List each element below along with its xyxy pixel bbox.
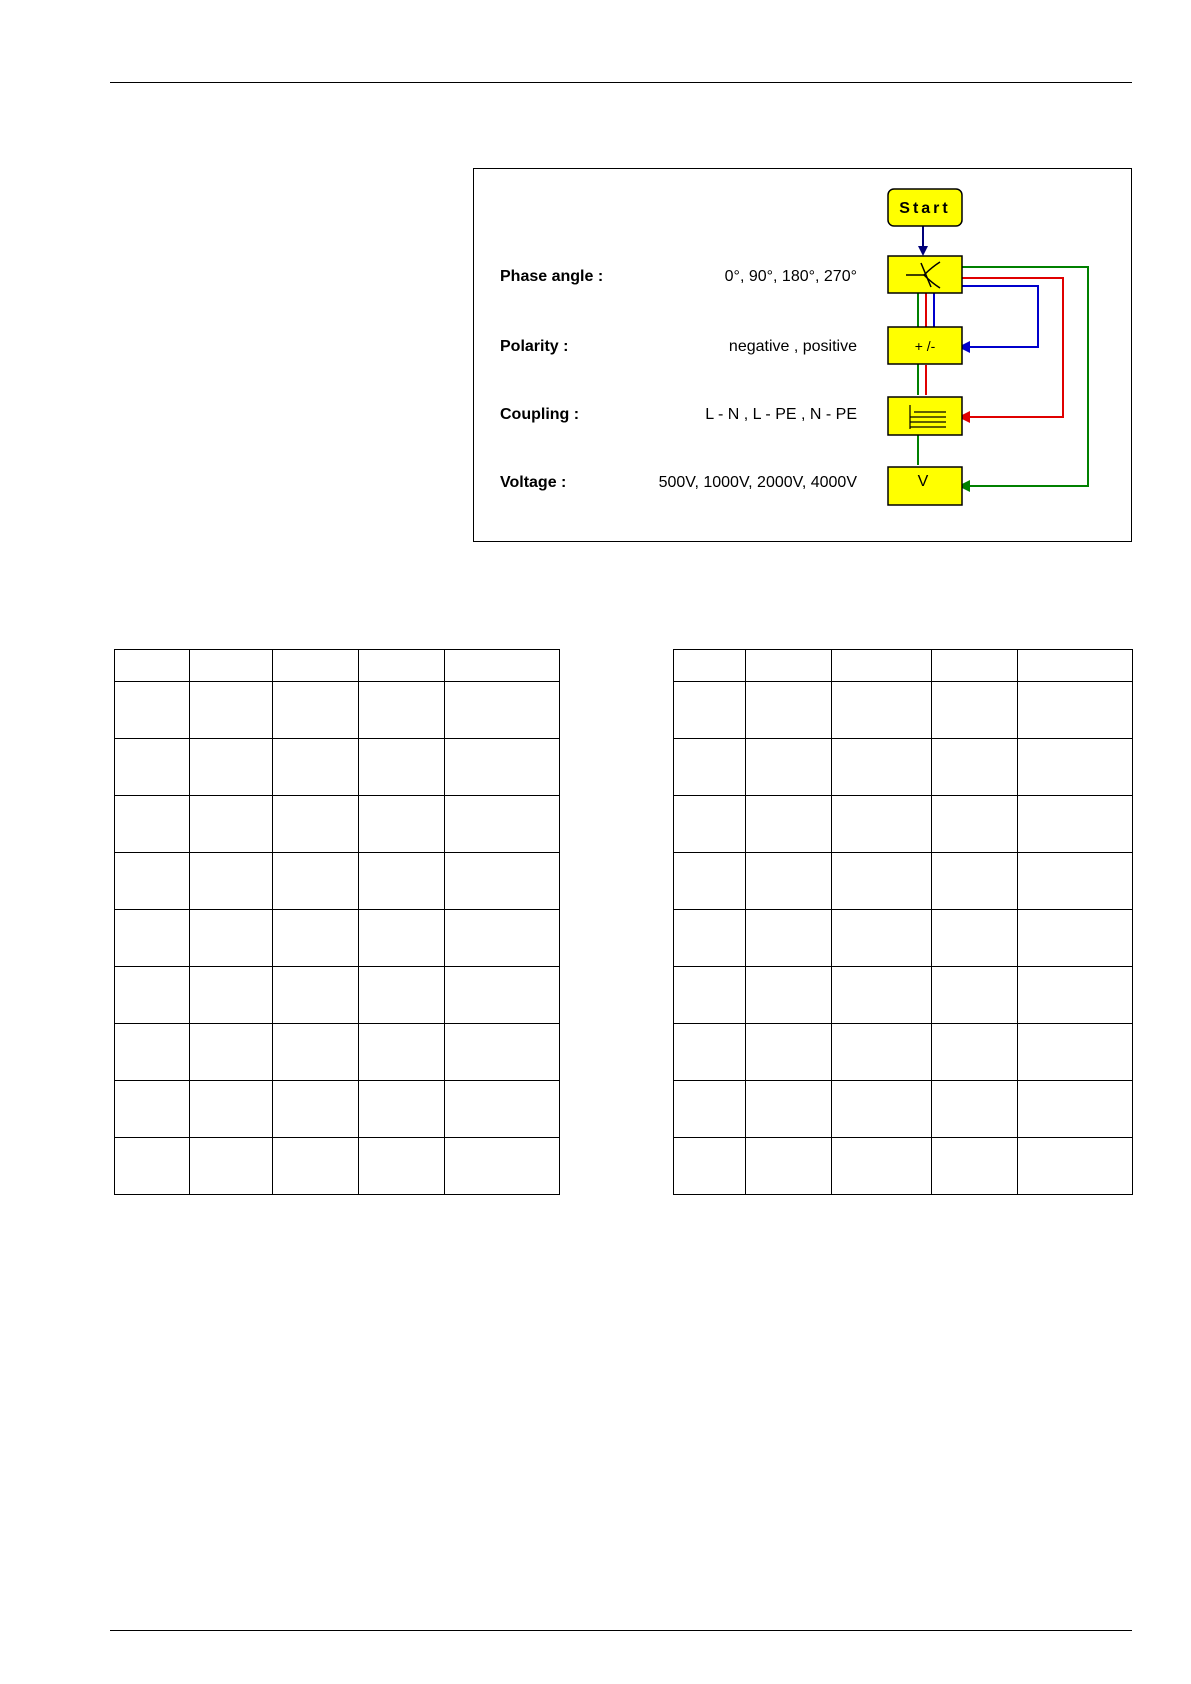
table-row xyxy=(115,796,560,853)
phase-angle-label: Phase angle : xyxy=(500,268,604,285)
table-row xyxy=(115,910,560,967)
footer-rule xyxy=(110,1630,1132,1631)
coupling-block xyxy=(888,397,962,435)
table-header-row xyxy=(674,650,1133,682)
table-row xyxy=(115,1024,560,1081)
loop-blue-polarity xyxy=(958,286,1038,347)
table-row xyxy=(674,1138,1133,1195)
results-table-right xyxy=(673,649,1133,1195)
loop-green-voltage xyxy=(958,267,1088,486)
table-row xyxy=(115,967,560,1024)
voltage-block-label: V xyxy=(917,473,929,490)
table-row xyxy=(674,796,1133,853)
table-row xyxy=(674,910,1133,967)
table-row xyxy=(674,682,1133,739)
polarity-row-label: Polarity : xyxy=(500,338,569,355)
voltage-value: 500V, 1000V, 2000V, 4000V xyxy=(658,474,857,491)
start-label: Start xyxy=(899,200,951,217)
table-row xyxy=(115,853,560,910)
coupling-value: L - N , L - PE , N - PE xyxy=(705,406,857,423)
table-row xyxy=(115,1081,560,1138)
phase-angle-value: 0°, 90°, 180°, 270° xyxy=(724,268,857,285)
table-row xyxy=(674,967,1133,1024)
coupling-row-label: Coupling : xyxy=(500,406,580,423)
header-rule xyxy=(110,82,1132,83)
polarity-value: negative , positive xyxy=(728,338,857,355)
table-row xyxy=(115,1138,560,1195)
polarity-label: + /- xyxy=(914,338,936,354)
table-row xyxy=(115,739,560,796)
table-row xyxy=(674,1024,1133,1081)
results-table-left xyxy=(114,649,560,1195)
table-header-row xyxy=(115,650,560,682)
table-row xyxy=(674,1081,1133,1138)
table-row xyxy=(674,853,1133,910)
table-row xyxy=(674,739,1133,796)
test-sequence-diagram xyxy=(473,168,1132,542)
voltage-row-label: Voltage : xyxy=(500,474,567,491)
table-row xyxy=(115,682,560,739)
